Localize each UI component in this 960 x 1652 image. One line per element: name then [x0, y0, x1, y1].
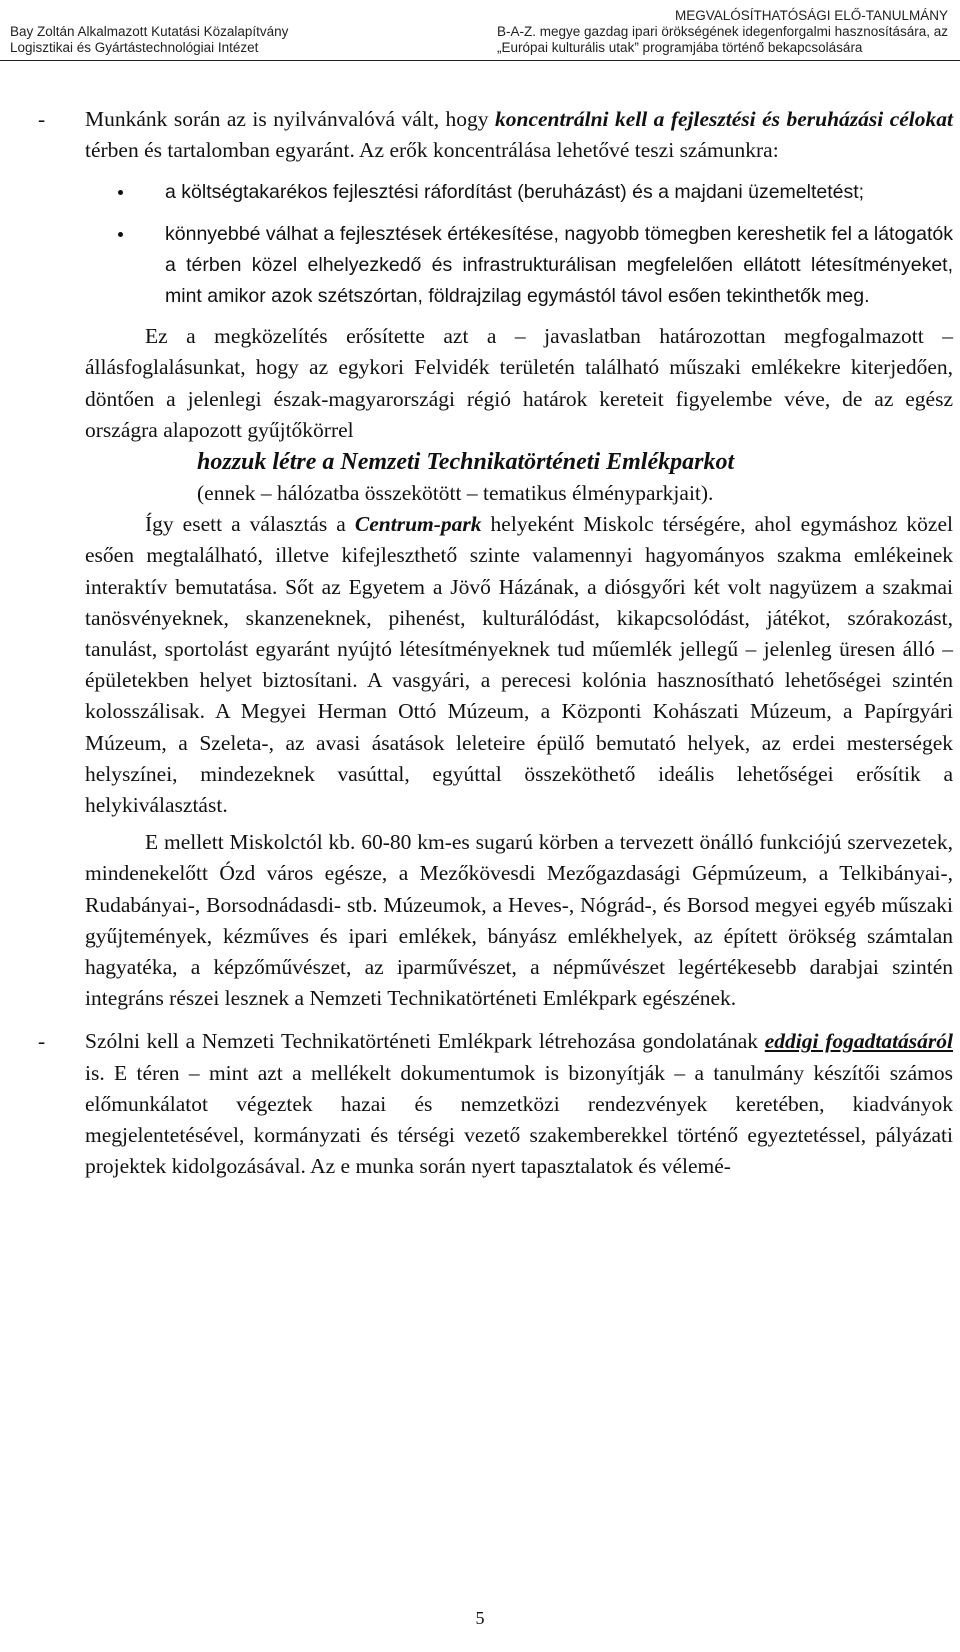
dash-item-2 [38, 1026, 954, 1182]
header-doc-title-1: B-A-Z. megye gazdag ipari örökségének idegenforgalmi hasznosítására, az [497, 24, 948, 39]
dash-marker: - [38, 1029, 46, 1054]
paragraph-approach: Ez a megközelítés erősítette azt a – javaslatban határozottan megfogalmazott – állásfoglalásunkat, hogy az egykori Felvidék területén található műszaki emlékekre kiterjedően, döntően a jelenlegi észak-magyarországi régió határok kereteit figyelembe véve, de az egész országra alapozott gyűjtőkörrel [85, 324, 953, 442]
para2-text-b: helyeként Miskolc térségére, ahol egymáshoz közel esően megtalálható, illetve kifejleszthető szinte valamennyi hagyományos szakma emlékeinek interaktív bemutatása. Sőt az Egyetem a Jövő Házának, a diósgyőri két volt nagyüzem a szakmai tanösvényeknek, skanzeneknek, pihenést, kulturálódást, kikapcsolódást, játékot, szórakozást, tanulást, sportolást egyaránt nyújtó létesítményeknek tud műemlék jellegű – jelenleg üresen álló – épületekben helyet biztosítani. A vasgyári, a perecesi kolónia hasznosítható lehetőségei szintén kolosszálisak. A Megyei Herman Ottó Múzeum, a Központi Kohászati Múzeum, a Papírgyári Múzeum, a Szeleta-, az avasi ásatások leleteire épülő bemutató helyek, az erdei mesterségek helyszínei, mindezeknek vasúttal, egyúttal összeköthető ideális lehetőségei erősítik a helykiválasztást. [85, 512, 953, 818]
header-left [10, 8, 288, 56]
highlight-subtitle: (ennek – hálózatba összekötött – tematikus élményparkjait). [197, 481, 714, 506]
item1-emphasis: koncentrálni kell a fejlesztési és beruházási célokat [495, 107, 953, 131]
item1-text-a: Munkánk során az is nyilvánvalóvá vált, hogy [85, 107, 496, 131]
bullet-text: a költségtakarékos fejlesztési ráfordítást (beruházást) és a majdani üzemeltetést; [165, 181, 865, 204]
highlight-title [85, 446, 953, 478]
item2-text-b: is. E téren – mint azt a mellékelt dokumentumok is bizonyítják – a tanulmány készítői számos előmunkálatot végeztek hazai és nemzetközi rendezvények keretében, kiadványok megjelentetésével, kormányzati és térségi vezető szakemberekkel történő egyeztetéssel, pályázati projektek kidolgozásával. Az e munka során nyert tapasztalatok és vélemé- [85, 1060, 953, 1179]
header-institute: Logisztikai és Gyártástechnológiai Intézet [10, 40, 259, 55]
header-org: Bay Zoltán Alkalmazott Kutatási Közalapítvány [10, 24, 289, 39]
para2-emphasis: Centrum-park [354, 512, 482, 537]
header-doc-type: MEGVALÓSÍTHATÓSÁGI ELŐ-TANULMÁNY [674, 8, 948, 23]
list-item [85, 176, 953, 207]
paragraph-region: E mellett Miskolctól kb. 60-80 km-es sugarú körben a tervezett önálló funkciójú szervezetek, mindenekelőtt Ózd város egésze, a Mezőkövesdi Mezőgazdasági Gépmúzeum, a Telkibányai-, Rudabányai-, Borsodnádasdi- stb. Múzeumok, a Heves-, Nógrád-, és Borsod megyei egyéb műszaki gyűjtemények, kézműves és ipari emlékek, bányász emlékhelyek, az épített örökség számtalan hagyatéka, a képzőművészet, az iparművészet, a népművészet legértékesebb darabjai szintén integráns részei lesznek a Nemzeti Technikatörténeti Emlékpark egészének. [85, 830, 953, 1011]
bullet-icon [118, 190, 123, 195]
page-header [0, 0, 960, 61]
para2-text-a: Így esett a választás a [145, 512, 355, 537]
list-item [85, 218, 953, 312]
paragraph-centrum-park [85, 509, 953, 821]
document-body [38, 104, 954, 1183]
dash-marker: - [38, 107, 46, 131]
item2-text-a: Szólni kell a Nemzeti Technikatörténeti Emlékpark létrehozása gondolatának [85, 1029, 765, 1054]
highlight-title-text: hozzuk létre a Nemzeti Technikatörténeti Emlékparkot [197, 449, 735, 476]
bullet-list [85, 176, 953, 311]
header-doc-title-2: „Európai kulturális utak” programjába történő bekapcsolására [497, 40, 863, 55]
bullet-icon [118, 232, 123, 237]
dash-item-1 [38, 104, 953, 166]
page-number: 5 [475, 1608, 485, 1628]
item1-text-b: térben és tartalomban egyaránt. Az erők koncentrálása lehetővé teszi számunkra: [85, 138, 779, 163]
header-right [497, 8, 948, 56]
bullet-text: könnyebbé válhat a fejlesztések értékesítése, nagyobb tömegben kereshetik fel a látogatók a térben közel elhelyezkedő és infrastrukturálisan megfelelően ellátott létesítményeket, mint amikor azok szétszórtan, földrajzilag egymástól távol esően tekinthetők meg. [165, 222, 953, 308]
item2-emphasis: eddigi fogadtatásáról [764, 1029, 954, 1054]
